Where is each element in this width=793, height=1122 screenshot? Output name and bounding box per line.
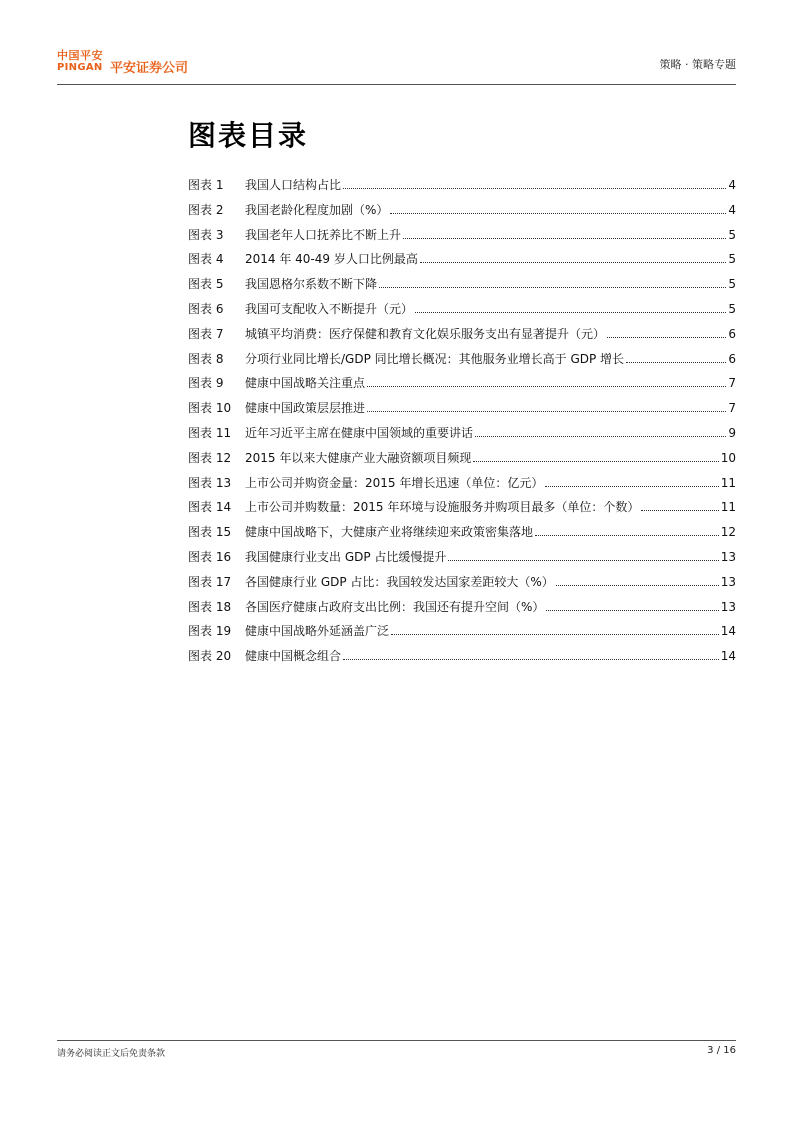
page-title: 图表目录: [188, 119, 309, 152]
toc-dot-leader: [556, 585, 719, 586]
toc-dot-leader: [475, 436, 726, 437]
toc-entry[interactable]: [188, 423, 736, 448]
toc-entry-title: 上市公司并购数量：2015 年环境与设施服务并购项目最多（单位：个数）: [245, 500, 640, 515]
toc-entry-title: 分项行业同比增长/GDP 同比增长概况：其他服务业增长高于 GDP 增长: [245, 351, 625, 366]
toc-entry-page: 9: [728, 425, 736, 440]
logo-chinese-text: 中国平安: [57, 49, 103, 62]
toc-entry-number: 图表 5: [188, 277, 224, 292]
toc-entry-number: 图表 1: [188, 178, 224, 192]
company-name: 平安证券公司: [110, 61, 189, 76]
toc-entry[interactable]: [188, 324, 736, 349]
toc-entry-number: 图表 14: [188, 500, 232, 515]
toc-dot-leader: [343, 188, 726, 189]
toc-entry[interactable]: [188, 597, 736, 622]
footer-divider: [57, 1040, 736, 1041]
toc-dot-leader: [391, 634, 719, 635]
toc-entry[interactable]: [188, 522, 736, 547]
toc-entry-title: 各国健康行业 GDP 占比：我国较发达国家差距较大（%）: [245, 574, 554, 589]
toc-entry-number: 图表 10: [188, 401, 232, 416]
toc-entry-page: 13: [720, 549, 736, 564]
toc-entry[interactable]: [188, 200, 736, 225]
toc-entry-page: 4: [728, 202, 736, 217]
toc-dot-leader: [546, 610, 718, 611]
toc-entry-number: 图表 7: [188, 326, 224, 341]
toc-entry-page: 5: [728, 301, 736, 316]
toc-entry-page: 14: [720, 649, 736, 664]
toc-dot-leader: [415, 312, 726, 313]
toc-entry[interactable]: [188, 249, 736, 274]
toc-entry-number: 图表 3: [188, 227, 224, 242]
toc-entry-page: 13: [720, 599, 736, 614]
toc-entry-page: 5: [728, 227, 736, 242]
toc-dot-leader: [473, 461, 718, 462]
toc-entry[interactable]: [188, 497, 736, 522]
toc-entry-number: 图表 11: [188, 425, 232, 440]
toc-entry-number: 图表 4: [188, 252, 224, 267]
toc-dot-leader: [641, 510, 718, 511]
toc-entry-title: 健康中国政策层层推进: [245, 401, 366, 416]
toc-entry[interactable]: [188, 349, 736, 374]
toc-entry-title: 我国健康行业支出 GDP 占比缓慢提升: [245, 549, 447, 564]
toc-entry-title: 健康中国战略下，大健康产业将继续迎来政策密集落地: [245, 525, 534, 540]
toc-entry-page: 4: [728, 178, 736, 192]
toc-entry-title: 健康中国战略关注重点: [245, 376, 366, 391]
toc-entry[interactable]: [188, 373, 736, 398]
toc-entry-title: 我国恩格尔系数不断下降: [245, 277, 378, 292]
toc-entry-title: 我国老年人口抚养比不断上升: [245, 227, 402, 242]
toc-entry-number: 图表 13: [188, 475, 232, 490]
footer-disclaimer: 请务必阅读正文后免责条款: [57, 1049, 166, 1059]
toc-dot-leader: [448, 560, 718, 561]
toc-entry[interactable]: [188, 473, 736, 498]
toc-entry-page: 7: [728, 376, 736, 391]
toc-entry-number: 图表 20: [188, 649, 232, 664]
toc-dot-leader: [420, 262, 727, 263]
toc-entry[interactable]: [188, 547, 736, 572]
toc-entry-title: 我国老龄化程度加剧（%）: [245, 202, 389, 217]
toc-entry-number: 图表 16: [188, 549, 232, 564]
toc-entry-title: 城镇平均消费：医疗保健和教育文化娱乐服务支出有显著提升（元）: [245, 326, 606, 341]
toc-entry-number: 图表 17: [188, 574, 232, 589]
toc-entry[interactable]: [188, 621, 736, 646]
toc-entry-title: 健康中国战略外延涵盖广泛: [245, 624, 390, 639]
toc-entry-page: 12: [720, 525, 736, 540]
toc-entry-number: 图表 15: [188, 525, 232, 540]
toc-entry-page: 13: [720, 574, 736, 589]
toc-entry-title: 我国可支配收入不断提升（元）: [245, 301, 414, 316]
toc-entry-number: 图表 8: [188, 351, 224, 366]
toc-entry[interactable]: [188, 646, 736, 671]
toc-dot-leader: [367, 386, 726, 387]
toc-entry[interactable]: [188, 274, 736, 299]
toc-entry-page: 14: [720, 624, 736, 639]
table-of-figures: [188, 175, 736, 671]
toc-entry-title: 2015 年以来大健康产业大融资额项目频现: [245, 450, 472, 465]
toc-entry-number: 图表 6: [188, 301, 224, 316]
toc-entry-page: 10: [720, 450, 736, 465]
toc-dot-leader: [403, 238, 726, 239]
pingan-logo: [57, 49, 103, 74]
toc-entry-title: 上市公司并购资金量：2015 年增长迅速（单位：亿元）: [245, 475, 544, 490]
toc-dot-leader: [379, 287, 726, 288]
toc-entry[interactable]: [188, 448, 736, 473]
toc-entry-title: 近年习近平主席在健康中国领域的重要讲话: [245, 425, 474, 440]
header-divider: [57, 84, 736, 85]
toc-entry[interactable]: [188, 398, 736, 423]
toc-dot-leader: [343, 659, 719, 660]
toc-entry-number: 图表 12: [188, 450, 232, 465]
toc-entry-number: 图表 2: [188, 202, 224, 217]
toc-entry-page: 5: [728, 252, 736, 267]
toc-entry-title: 我国人口结构占比: [245, 178, 342, 192]
toc-entry-title: 健康中国概念组合: [245, 649, 342, 664]
toc-entry-title: 各国医疗健康占政府支出比例：我国还有提升空间（%）: [245, 599, 545, 614]
logo-english-text: PINGAN: [57, 62, 103, 73]
toc-entry-number: 图表 18: [188, 599, 232, 614]
toc-entry-number: 图表 19: [188, 624, 232, 639]
toc-entry[interactable]: [188, 572, 736, 597]
toc-entry-page: 11: [720, 500, 736, 515]
toc-entry[interactable]: [188, 175, 736, 200]
toc-dot-leader: [545, 486, 718, 487]
section-label: 策略 · 策略专题: [659, 58, 736, 71]
toc-entry-page: 6: [728, 326, 736, 341]
toc-dot-leader: [535, 535, 719, 536]
toc-dot-leader: [607, 337, 726, 338]
page-number: 3 / 16: [707, 1045, 736, 1056]
toc-entry-title: 2014 年 40-49 岁人口比例最高: [245, 252, 418, 267]
toc-entry[interactable]: [188, 225, 736, 250]
toc-dot-leader: [390, 213, 726, 214]
toc-entry-page: 11: [720, 475, 736, 490]
toc-entry-page: 6: [728, 351, 736, 366]
toc-entry-page: 7: [728, 401, 736, 416]
toc-entry-number: 图表 9: [188, 376, 224, 391]
toc-entry-page: 5: [728, 277, 736, 292]
toc-dot-leader: [367, 411, 726, 412]
toc-dot-leader: [626, 362, 726, 363]
toc-entry[interactable]: [188, 299, 736, 324]
